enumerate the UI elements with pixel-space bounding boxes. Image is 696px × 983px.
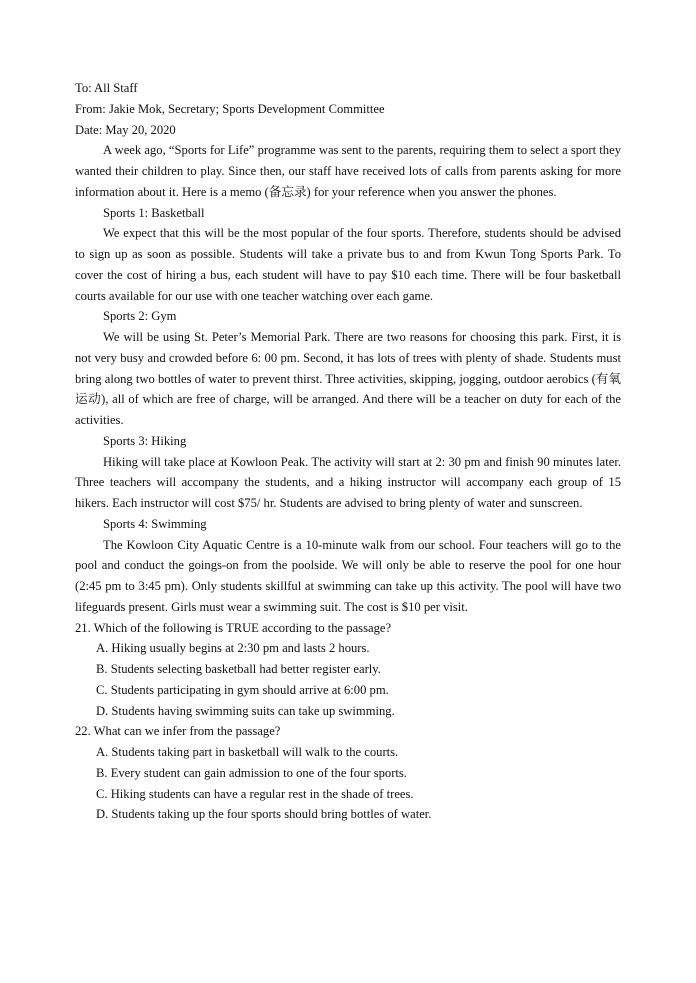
question-21-option-c: C. Students participating in gym should arrive at 6:00 pm.: [96, 682, 389, 697]
sport-text-basketball: We expect that this will be the most popular of the four sports. Therefore, students should be advised to sign up as soon as possible. Students will take a private bus to and from Kwun Tong Sports Park. To cover the cost of hiring a bus, each student will have to pay $10 each time. There will be four basketball courts available for our use with one teacher watching over each game.: [75, 226, 621, 303]
question-21-stem: 21. Which of the following is TRUE according to the passage?: [75, 620, 392, 635]
sport-text-hiking: Hiking will take place at Kowloon Peak. The activity will start at 2: 30 pm and finish 90 minutes later. Three teachers will accompany the students, and a hiking instructor will accompany each group of 15 hikers. Each instructor will cost $75/ hr. Students are advised to bring plenty of water and sunscreen.: [75, 454, 621, 510]
question-21-option-b: B. Students selecting basketball had better register early.: [96, 662, 381, 676]
sport-text-gym: We will be using St. Peter’s Memorial Park. There are two reasons for choosing this park. First, it is not very busy and crowded before 6: 00 pm. Second, it has lots of trees with plenty of shade. Students must bring along two bottles of water to prevent thirst. Three activities, skipping, jogging, outdoor aerobics (有氧运动), all of which are free of charge, will be arranged. And there will be a teacher on duty for each of the activities.: [75, 330, 621, 427]
memo-to: To: All Staff: [75, 81, 138, 95]
memo-document: [75, 78, 621, 825]
sport-heading-hiking: Sports 3: Hiking: [103, 433, 187, 448]
question-21-option-d: D. Students having swimming suits can take up swimming.: [96, 703, 395, 718]
question-22-option-a: A. Students taking part in basketball will walk to the courts.: [96, 745, 399, 759]
memo-from: From: Jakie Mok, Secretary; Sports Development Committee: [75, 101, 385, 116]
question-22-option-d: D. Students taking up the four sports should bring bottles of water.: [96, 807, 432, 822]
sport-text-swimming: The Kowloon City Aquatic Centre is a 10-minute walk from our school. Four teachers will go to the pool and conduct the goings-on from the poolside. We will only be able to reserve the pool for one hour (2:45 pm to 3:45 pm). Only students skillful at swimming can take up this activity. The pool will have two lifeguards present. Girls must wear a swimming suit. The cost is $10 per visit.: [75, 537, 621, 614]
sport-heading-gym: Sports 2: Gym: [103, 309, 177, 324]
question-21-option-a: A. Hiking usually begins at 2:30 pm and lasts 2 hours.: [96, 641, 370, 656]
memo-date: Date: May 20, 2020: [75, 122, 176, 137]
question-22-option-c: C. Hiking students can have a regular rest in the shade of trees.: [96, 786, 414, 801]
memo-intro: A week ago, “Sports for Life” programme was sent to the parents, requiring them to select a sport they wanted their children to play. Since then, our staff have received lots of calls from parents asking for more information about it. Here is a memo (备忘录) for your reference when you answer the phones.: [75, 143, 621, 199]
question-22-stem: 22. What can we infer from the passage?: [75, 724, 281, 739]
sport-heading-swimming: Sports 4: Swimming: [103, 516, 207, 531]
question-22-option-b: B. Every student can gain admission to one of the four sports.: [96, 765, 407, 780]
sport-heading-basketball: Sports 1: Basketball: [103, 205, 205, 220]
